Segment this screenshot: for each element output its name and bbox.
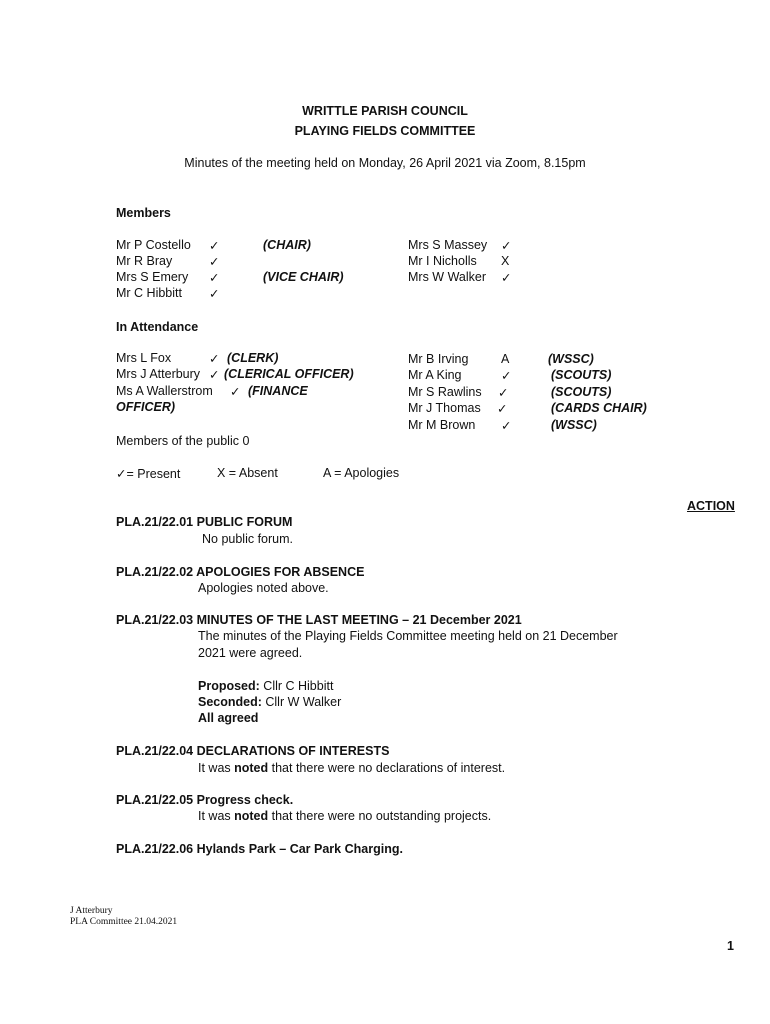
member-name: Mrs S Massey bbox=[408, 238, 488, 252]
attendee-name: Mr J Thomas bbox=[408, 401, 481, 415]
item-04-bold: noted bbox=[234, 761, 269, 775]
item-02-heading: PLA.21/22.02 APOLOGIES FOR ABSENCE bbox=[116, 565, 365, 579]
member-name: Mr P Costello bbox=[116, 238, 191, 252]
item-04-pre: It was bbox=[198, 761, 235, 775]
member-name: Mr C Hibbitt bbox=[116, 286, 182, 300]
legend-present: ✓= Present bbox=[116, 467, 181, 481]
item-03-seconded bbox=[198, 695, 341, 709]
attendee-name: Ms A Wallerstrom bbox=[116, 384, 213, 398]
attendance-mark: ✓ bbox=[498, 386, 509, 400]
member-name: Mrs S Emery bbox=[116, 270, 189, 284]
attendance-mark: ✓ bbox=[209, 287, 220, 301]
attendance-heading: In Attendance bbox=[116, 320, 199, 334]
member-name: Mr I Nicholls bbox=[408, 254, 477, 268]
member-role: (VICE CHAIR) bbox=[263, 270, 344, 284]
public-count: Members of the public 0 bbox=[116, 434, 250, 448]
attendee-name: Mr M Brown bbox=[408, 418, 476, 432]
item-01-body: No public forum. bbox=[202, 532, 294, 546]
attendance-mark: ✓ bbox=[497, 402, 508, 416]
item-03-proposed bbox=[198, 679, 333, 693]
members-heading: Members bbox=[116, 206, 171, 220]
item-05-pre: It was bbox=[198, 809, 235, 823]
attendance-mark: ✓ bbox=[209, 239, 220, 253]
committee-title: PLAYING FIELDS COMMITTEE bbox=[294, 124, 476, 138]
item-05-post: that there were no outstanding projects. bbox=[268, 809, 492, 823]
legend-apologies: A = Apologies bbox=[323, 466, 400, 480]
attendee-role: (WSSC) bbox=[548, 352, 594, 366]
attendee-name: Mr A King bbox=[408, 368, 462, 382]
item-05-heading: PLA.21/22.05 Progress check. bbox=[116, 793, 294, 807]
footer-author: J Atterbury bbox=[70, 906, 113, 916]
footer-doc: PLA Committee 21.04.2021 bbox=[70, 917, 178, 927]
attendance-mark: ✓ bbox=[501, 419, 512, 433]
member-name: Mrs W Walker bbox=[408, 270, 486, 284]
item-03-body-line2: 2021 were agreed. bbox=[198, 646, 303, 660]
attendee-name: Mrs J Atterbury bbox=[116, 367, 201, 381]
attendee-name: Mr B Irving bbox=[408, 352, 469, 366]
attendee-role: (SCOUTS) bbox=[551, 368, 612, 382]
attendee-name: Mrs L Fox bbox=[116, 351, 172, 365]
attendee-role: (CLERICAL OFFICER) bbox=[224, 367, 354, 381]
attendee-role: (CARDS CHAIR) bbox=[551, 401, 647, 415]
item-06-heading: PLA.21/22.06 Hylands Park – Car Park Charging. bbox=[116, 842, 403, 856]
item-04-body bbox=[198, 761, 505, 775]
meeting-line: Minutes of the meeting held on Monday, 26 April 2021 via Zoom, 8.15pm bbox=[184, 156, 586, 170]
item-03-heading: PLA.21/22.03 MINUTES OF THE LAST MEETING – 21 December 2021 bbox=[116, 613, 522, 627]
legend-absent: X = Absent bbox=[217, 466, 278, 480]
page-number: 1 bbox=[727, 939, 734, 953]
item-02-body: Apologies noted above. bbox=[198, 581, 329, 595]
attendance-mark: ✓ bbox=[209, 255, 220, 269]
attendance-mark: ✓ bbox=[501, 239, 512, 253]
attendee-role-continued: OFFICER) bbox=[116, 400, 176, 414]
attendance-mark: X bbox=[501, 254, 510, 268]
item-03-body-line1: The minutes of the Playing Fields Committee meeting held on 21 December bbox=[198, 629, 618, 643]
action-column-label: ACTION bbox=[687, 499, 735, 513]
attendance-mark: ✓ bbox=[230, 385, 241, 399]
item-03-agreed: All agreed bbox=[198, 711, 259, 725]
attendance-mark: ✓ bbox=[501, 271, 512, 285]
item-05-bold: noted bbox=[234, 809, 269, 823]
member-name: Mr R Bray bbox=[116, 254, 173, 268]
attendee-role: (CLERK) bbox=[227, 351, 279, 365]
item-04-heading: PLA.21/22.04 DECLARATIONS OF INTERESTS bbox=[116, 744, 390, 758]
proposed-value: Cllr C Hibbitt bbox=[259, 679, 334, 693]
attendee-role: (WSSC) bbox=[551, 418, 597, 432]
attendance-mark: ✓ bbox=[209, 352, 220, 366]
attendee-name: Mr S Rawlins bbox=[408, 385, 482, 399]
attendee-role: (FINANCE bbox=[248, 384, 308, 398]
item-05-body bbox=[198, 809, 491, 823]
member-role: (CHAIR) bbox=[263, 238, 311, 252]
seconded-label: Seconded: bbox=[198, 695, 262, 709]
council-title: WRITTLE PARISH COUNCIL bbox=[302, 104, 468, 118]
proposed-label: Proposed: bbox=[198, 679, 260, 693]
attendance-mark: ✓ bbox=[209, 271, 220, 285]
attendee-role: (SCOUTS) bbox=[551, 385, 612, 399]
seconded-value: Cllr W Walker bbox=[261, 695, 342, 709]
attendance-mark: ✓ bbox=[501, 369, 512, 383]
attendance-mark: ✓ bbox=[209, 368, 220, 382]
item-01-heading: PLA.21/22.01 PUBLIC FORUM bbox=[116, 515, 293, 529]
attendance-mark: A bbox=[501, 352, 510, 366]
item-04-post: that there were no declarations of interest. bbox=[268, 761, 506, 775]
